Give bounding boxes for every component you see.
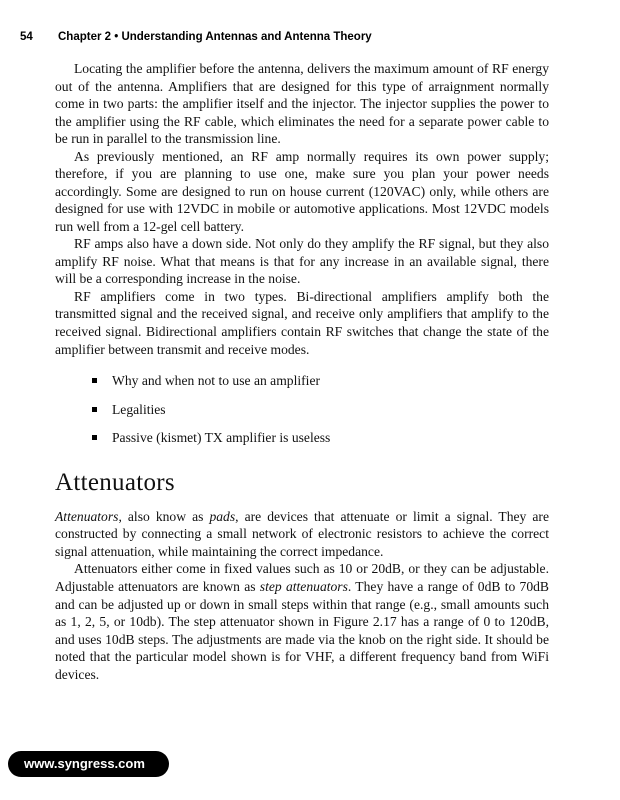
paragraph	[55, 560, 549, 683]
bullet-text: Legalities	[112, 401, 166, 417]
page-number: 54	[20, 31, 33, 43]
text-run: , are devices that attenuate or limit a signal. They are constructed by connecting a small network of electronic resistors to achieve the correct signal attenuation, while maintaining the correct impedance.	[55, 508, 549, 559]
paragraph	[55, 235, 549, 288]
page-body	[55, 60, 549, 683]
bullet-item	[92, 372, 549, 390]
publisher-url: www.syngress.com	[24, 756, 145, 771]
paragraph	[55, 60, 549, 148]
italic-text: Attenuators	[55, 508, 119, 524]
bullet-square-icon	[92, 435, 97, 440]
bullet-square-icon	[92, 378, 97, 383]
text-run: As previously mentioned, an RF amp normally requires its own power supply; therefore, if you are planning to use one, make sure you plan your power needs accordingly. Some are designed to run on house current (120VAC) only, while others are designed for use with 12VDC in mobile or automotive applications. Most 12VDC models run well from a 12-gel cell battery.	[55, 148, 549, 234]
italic-text: step attenuators	[259, 579, 348, 594]
chapter-title: Chapter 2 • Understanding Antennas and Antenna Theory	[58, 31, 372, 43]
paragraph	[55, 508, 549, 561]
text-run: , also know as	[118, 508, 210, 524]
italic-text: pads	[209, 508, 236, 524]
publisher-url-badge	[8, 751, 169, 777]
text-run: Locating the amplifier before the antenna, delivers the maximum amount of RF energy out of the antenna. Amplifiers that are designed for this type of arraignment normally come in two parts: the amplifier itself and the injector. The injector supplies the power to the amplifier using the RF cable, which eliminates the need for a separate power cable to be run in parallel to the transmission line.	[55, 61, 549, 147]
paragraph	[55, 288, 549, 358]
paragraph	[55, 148, 549, 236]
bullet-text: Why and when not to use an amplifier	[112, 373, 321, 389]
bullet-square-icon	[92, 407, 97, 412]
running-header	[20, 31, 590, 43]
bullet-item	[92, 401, 549, 419]
bullet-item	[92, 429, 549, 447]
text-run: . They have a range of 0dB to 70dB and can be adjusted up or down in small steps within that range (e.g., small amounts such as 1, 2, 5, or 10db). The step attenuator shown in Figure 2.17 has a range of 0 to 120dB, and uses 10dB steps. The adjustments are made via the knob on the right side. It should be noted that the particular model shown is for VHF, a different frequency band from WiFi devices.	[55, 579, 549, 682]
text-run: RF amps also have a down side. Not only do they amplify the RF signal, but they also amplify RF noise. What that means is that for any increase in an available signal, there will be a corresponding increase in the noise.	[55, 236, 549, 287]
text-run: Attenuators either come in fixed values such as 10 or 20dB, or they can be adjustable. Adjustable attenuators are known as	[55, 561, 549, 594]
section-heading: Attenuators	[55, 468, 175, 496]
bullet-text: Passive (kismet) TX amplifier is useless	[112, 430, 331, 446]
text-run: RF amplifiers come in two types. Bi-directional amplifiers amplify both the transmitted signal and the received signal, and receive only amplifiers that amplify to the received signal. Bidirectional amplifiers contain RF switches that change the state of the amplifier between transmit and receive modes.	[55, 288, 549, 357]
bullet-list	[55, 372, 549, 447]
